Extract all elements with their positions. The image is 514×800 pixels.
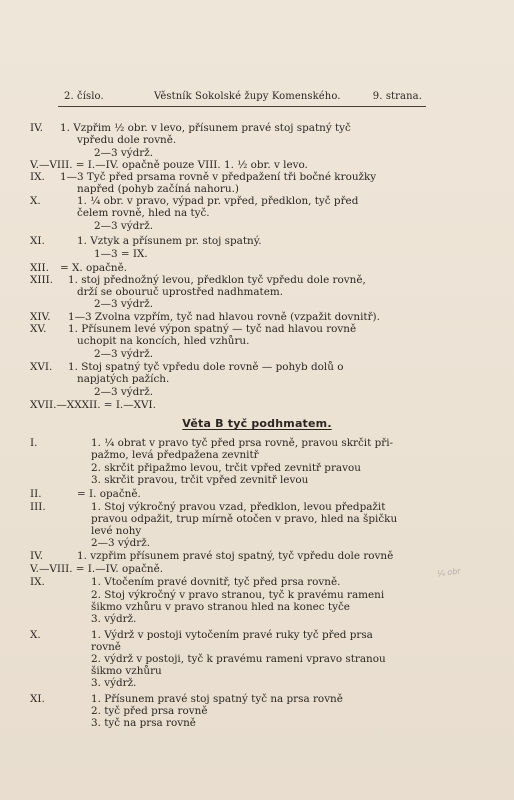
line-text: 1. ¼ obrat v pravo tyč před prsa rovně, pravou skrčit při- [91,437,394,449]
line-text: 1. Přísunem levé výpon spatný — tyč nad hlavou rovně [68,323,357,335]
line-text: 1. Výdrž v postoji vytočením pravé ruky tyč před prsa [91,629,373,641]
exercise-number: XI. [30,235,45,247]
line-text: napřed (pohyb začíná nahoru.) [77,183,239,195]
line-text: pažmo, levá předpažena zevnitř [91,449,259,461]
exercise-number: XV. [30,323,47,335]
line-text: XVII.—XXXII. = I.—XVI. [30,399,156,411]
exercise-number: IV. [30,122,44,134]
exercise-number: XIII. [30,274,54,286]
exercise-number: XIV. [30,311,51,323]
section-title: Věta B tyč podhmatem. [182,417,332,430]
line-text: čelem rovně, hled na tyč. [77,207,210,219]
line-text: 1. stoj přednožný levou, předklon tyč vpředu dole rovně, [68,274,366,286]
line-text: 1—3 Zvolna vzpřím, tyč nad hlavou rovně (vzpažit dovnitř). [68,311,380,323]
exercise-number: III. [30,501,46,513]
issue-number: 2. číslo. [64,91,104,102]
exercise-number: XII. [30,262,49,274]
line-text: 1. Vztyk a přísunem pr. stoj spatný. [77,235,262,247]
line-text: 3. výdrž. [91,677,137,689]
line-text: 2. výdrž v postoji, tyč k pravému rameni vpravo stranou [91,653,386,665]
exercise-number: II. [30,488,42,500]
line-text: 2. skrčit připažmo levou, trčit vpřed zevnitř pravou [91,462,361,474]
line-text: 1. Vtočením pravé dovnitř, tyč před prsa rovně. [91,576,341,588]
pencil-annotation: ¼ obr [436,566,462,579]
line-text: 2—3 výdrž. [94,147,154,159]
line-text: 1. ¼ obr. v pravo, výpad pr. vpřed, předklon, tyč před [77,195,359,207]
exercise-number: XVI. [30,361,53,373]
line-text: 2—3 výdrž. [94,348,154,360]
exercise-number: IV. [30,550,44,562]
line-text: levé nohy [91,525,142,537]
exercise-number: X. [30,195,41,207]
line-text: 2. tyč před prsa rovně [91,705,208,717]
line-text: 3. výdrž. [91,613,137,625]
line-text: napjatých pažích. [77,373,170,385]
line-text: 2—3 výdrž. [94,298,154,310]
line-text: 1—3 = IX. [94,248,148,260]
journal-title: Věstník Sokolské župy Komenského. [154,91,341,102]
line-text: V.—VIII. = I.—IV. opačně. [30,563,164,575]
line-text: 3. skrčit pravou, trčit vpřed zevnitř levou [91,474,309,486]
page-number: 9. strana. [372,91,422,102]
line-text: 3. tyč na prsa rovně [91,717,196,729]
line-text: 1. Vzpřim ½ obr. v levo, přísunem pravé stoj spatný tyč [60,122,351,134]
exercise-number: XI. [30,693,45,705]
line-text: 2—3 výdrž. [91,537,151,549]
line-text: = I. opačně. [77,488,141,500]
page-header [58,90,426,107]
line-text: 1. Stoj spatný tyč vpředu dole rovně — pohyb dolů o [68,361,344,373]
line-text: šikmo vzhůru [91,665,162,677]
exercise-number: I. [30,437,38,449]
exercise-number: IX. [30,576,45,588]
line-text: uchopit na koncích, hled vzhůru. [77,335,250,347]
exercise-number: X. [30,629,41,641]
line-text: 2. Stoj výkročný v pravo stranou, tyč k pravému rameni [91,589,385,601]
line-text: drží se obouruč uprostřed nadhmatem. [77,286,284,298]
exercise-number: IX. [30,171,45,183]
line-text: rovně [91,641,121,653]
line-text: šikmo vzhůru v pravo stranou hled na konec tyče [91,601,350,613]
line-text: vpředu dole rovně. [77,134,177,146]
line-text: 2—3 výdrž. [94,386,154,398]
line-text: 1. vzpřim přísunem pravé stoj spatný, tyč vpředu dole rovně [77,550,394,562]
line-text: 1. Přísunem pravé stoj spatný tyč na prsa rovně [91,693,343,705]
line-text: 2—3 výdrž. [94,220,154,232]
line-text: V.—VIII. = I.—IV. opačně pouze VIII. 1. ½ obr. v levo. [30,159,308,171]
line-text: = X. opačně. [60,262,128,274]
line-text: 1—3 Tyč před prsama rovně v předpažení tři bočné kroužky [60,171,377,183]
line-text: 1. Stoj výkročný pravou vzad, předklon, levou předpažit [91,501,386,513]
line-text: pravou odpažit, trup mírně otočen v pravo, hled na špičku [91,513,398,525]
